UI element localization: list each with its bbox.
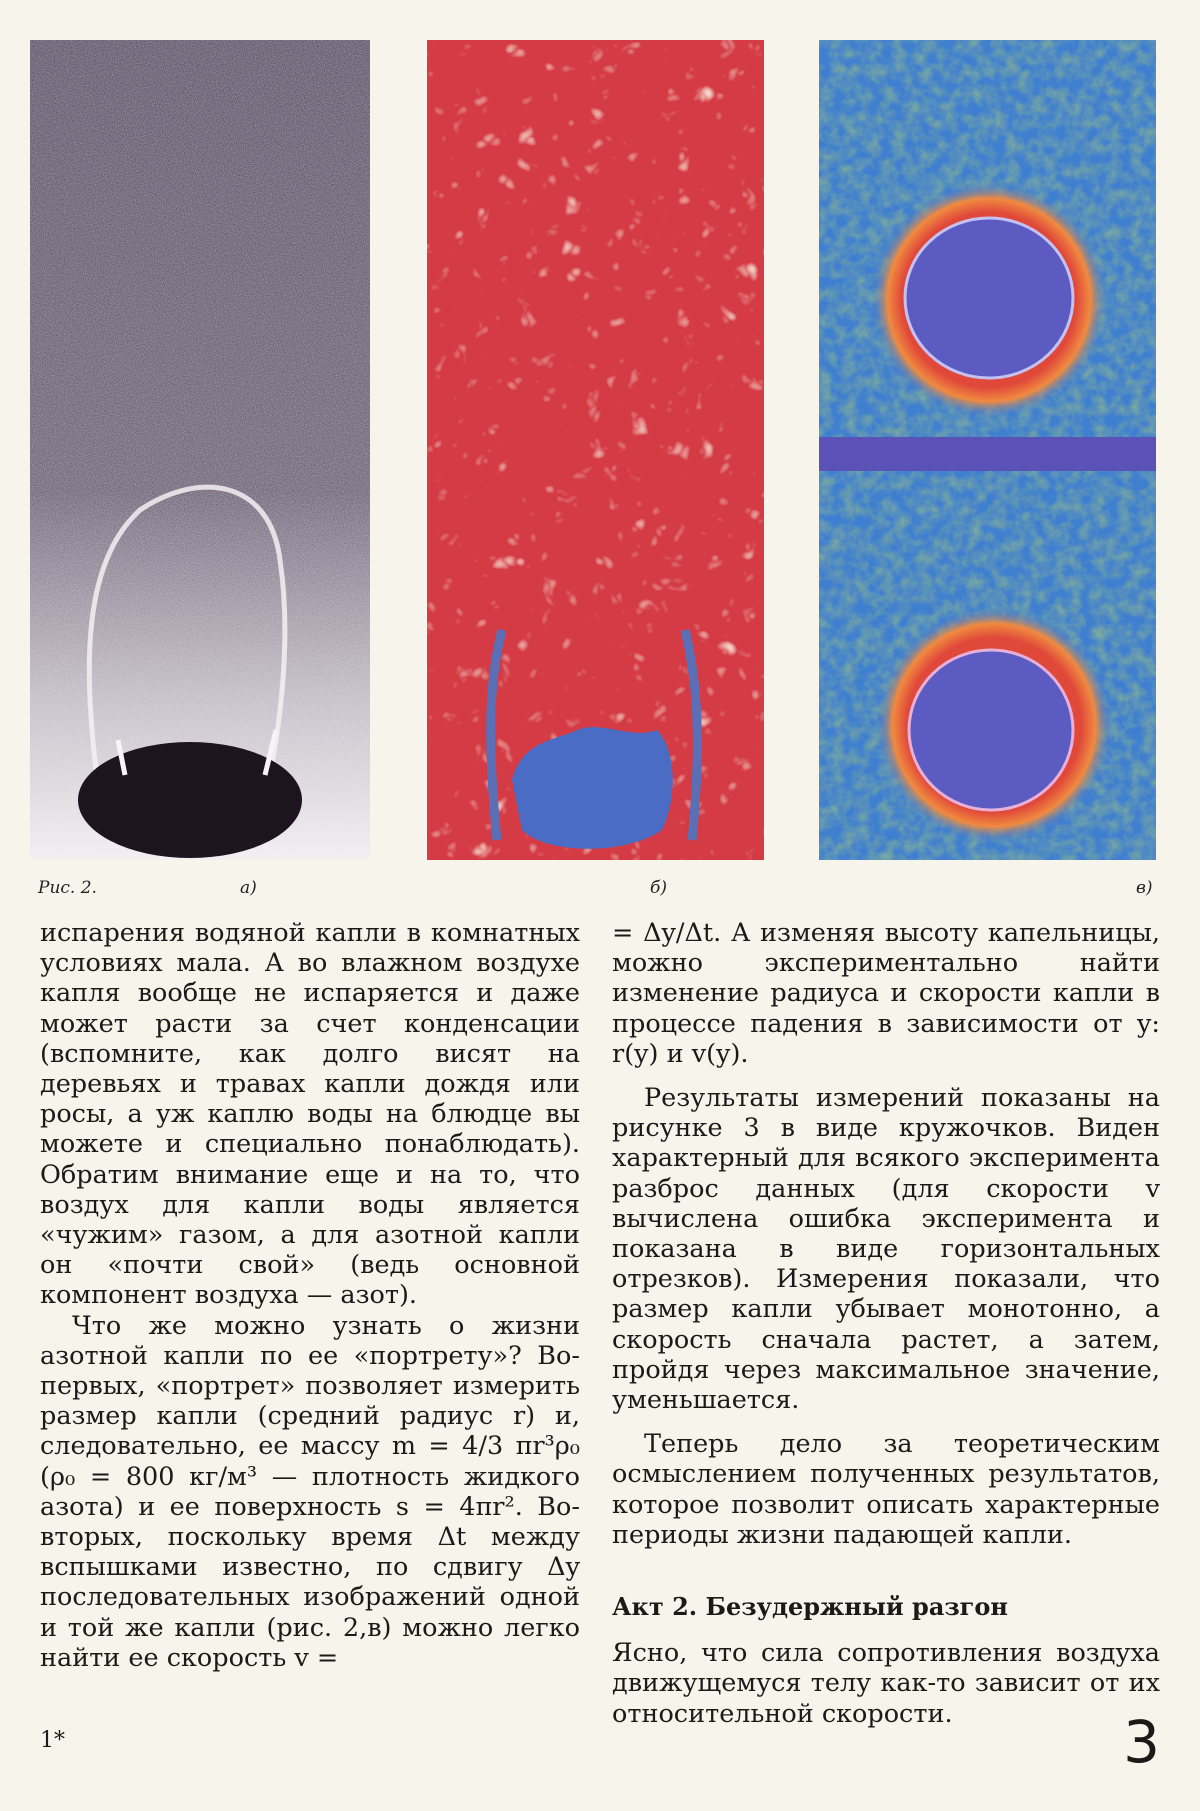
panel-a-caption: а) <box>240 878 257 898</box>
figure-panel-a-image <box>30 40 370 860</box>
section-heading: Акт 2. Безудержный разгон <box>612 1592 1008 1622</box>
figure-panel-b-image <box>427 40 764 860</box>
panel-c-caption: в) <box>1136 878 1153 898</box>
signature-mark: 1* <box>40 1728 65 1753</box>
right-paragraph-4: Ясно, что сила сопротивления воздуха движущемуся телу как-то зависит от их относительной скорости. <box>612 1638 1160 1729</box>
nitrogen-drop-double-exposure-icon <box>819 40 1156 860</box>
right-column <box>612 918 1160 1729</box>
figure-panel-c-image <box>819 40 1156 860</box>
right-paragraph-3: Теперь дело за теоретическим осмыслением полученных результатов, которое позволит описать характерные периоды жизни падающей капли. <box>612 1429 1160 1550</box>
figure-label: Рис. 2. <box>38 878 97 898</box>
left-paragraph-1: испарения водяной капли в комнатных условиях мала. А во влажном воздухе капля вообще не испаряется и даже может расти за счет конденсации (вспомните, как долго висят на деревьях и травах капли дождя или росы, а уж каплю воды на блюдце вы можете и специально понаблюдать). Обратим внимание еще и на то, что воздух для капли воды является «чужим» газом, а для азотной капли он «почти свой» (ведь основной компонент воздуха — азот). <box>40 918 580 1311</box>
panel-b-caption: б) <box>650 878 668 898</box>
right-paragraph-2: Результаты измерений показаны на рисунке 3 в виде кружочков. Виден характерный для всякого эксперимента разброс данных (для скорости v вычислена ошибка эксперимента и показана в виде горизонтальных отрезков). Измерения показали, что размер капли убывает монотонно, а скорость сначала растет, а затем, пройдя через максимальное значение, уменьшается. <box>612 1083 1160 1416</box>
left-column <box>40 918 580 1673</box>
right-paragraph-1: = Δy/Δt. А изменяя высоту капельницы, можно экспериментально найти изменение радиуса и скорости капли в процессе падения в зависимости от y: r(y) и v(y). <box>612 918 1160 1069</box>
left-paragraph-2: Что же можно узнать о жизни азотной капли по ее «портрету»? Во-первых, «портрет» позволяет измерить размер капли (средний радиус r) и, следовательно, ее массу m = 4/3 πr³ρ₀ (ρ₀ = 800 кг/м³ — плотность жидкого азота) и ее поверхность s = 4πr². Во-вторых, поскольку время Δt между вспышками известно, по сдвигу Δy последовательных изображений одной и той же капли (рис. 2,в) можно легко найти ее скорость v = <box>40 1310 580 1673</box>
page-number: 3 <box>1123 1708 1160 1776</box>
nitrogen-drop-thermal-red-icon <box>427 40 764 860</box>
nitrogen-drop-shadowgraph-icon <box>30 40 370 860</box>
